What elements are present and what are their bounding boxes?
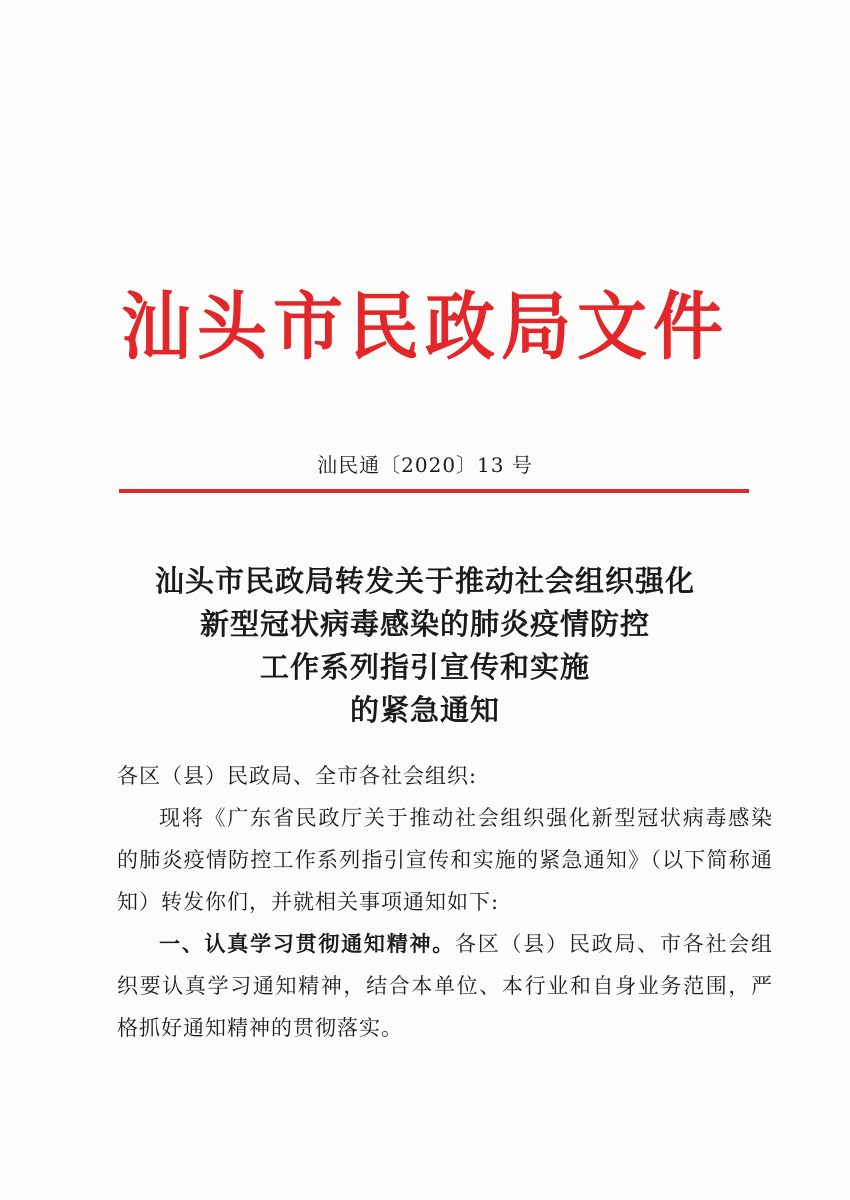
salutation: 各区（县）民政局、全市各社会组织:: [117, 764, 478, 788]
masthead-title: 汕头市民政局文件: [121, 282, 729, 371]
section-1-heading: 一、认真学习贯彻通知精神。: [159, 931, 455, 956]
paragraph-section-1: [117, 923, 773, 1049]
document-number: 汕民通〔2020〕13 号: [317, 453, 533, 477]
paragraph-intro: 现将《广东省民政厅关于推动社会组织强化新型冠状病毒感染的肺炎疫情防控工作系列指引宣传和实施的紧急通知》（以下简称通知）转发你们，并就相关事项通知如下:: [117, 806, 773, 914]
title-line-4: 的紧急通知: [349, 693, 500, 727]
title-line-2: 新型冠状病毒感染的肺炎疫情防控: [199, 607, 650, 641]
document-title: [0, 560, 850, 732]
red-divider-rule: [119, 489, 749, 493]
section-1-text: 各区（县）民政局、市各社会组织要认真学习通知精神，结合本单位、本行业和自身业务范围，严格抓好通知精神的贯彻落实。: [117, 932, 773, 1040]
title-line-3: 工作系列指引宣传和实施: [259, 650, 590, 684]
title-line-1: 汕头市民政局转发关于推动社会组织强化: [154, 564, 695, 598]
document-body: [117, 755, 773, 1049]
